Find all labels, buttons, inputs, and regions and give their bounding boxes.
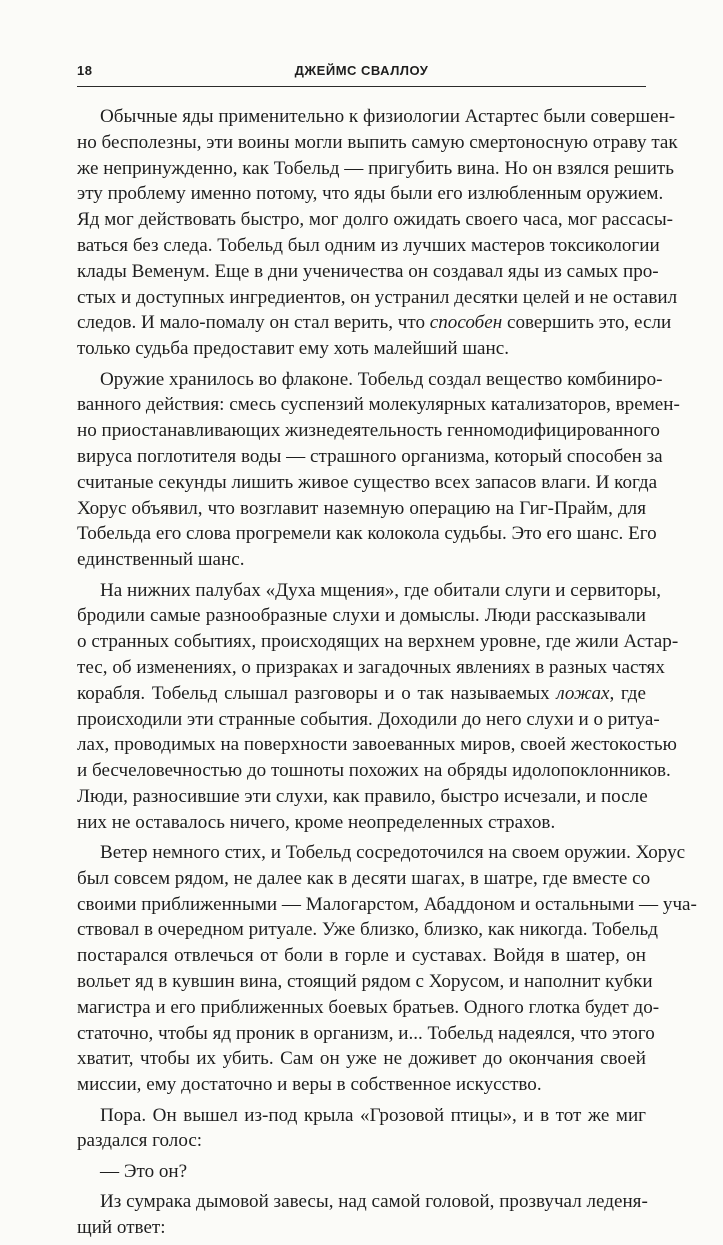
- text-line: ствовал в очередном ритуале. Уже близко, близко, как никогда. Тобельд: [77, 919, 658, 941]
- text-line: — Это он?: [100, 1160, 188, 1182]
- text-line: но бесполезны, эти воины могли выпить самую смертоносную отраву так: [77, 131, 678, 153]
- text-line: считаные секунды лишить живое существо всех запасов влаги. И когда: [77, 471, 658, 493]
- text-segment: , где: [609, 682, 646, 704]
- text-line: был совсем рядом, не далее как в десяти шагах, в шатре, где вместе со: [77, 867, 651, 889]
- text-line: происходили эти странные события. Доходили до него слухи и о ритуа-: [77, 708, 660, 730]
- text-line: эту проблему именно потому, что яды были его излюбленным оружием.: [77, 183, 664, 205]
- text-line: постарался отвлечься от боли в горле и суставах. Войдя в шатер, он: [77, 945, 646, 967]
- text-line: них не оставалось ничего, кроме неопределенных страхов.: [77, 811, 556, 833]
- text-line: тес, об изменениях, о призраках и загадочных явлениях в разных частях: [77, 656, 665, 678]
- text-line: [77, 681, 646, 707]
- text-line: вируса поглотителя воды — страшного организма, который способен за: [77, 445, 663, 467]
- text-line: но приостанавливающих жизнедеятельность генномодифицированного: [77, 420, 660, 442]
- text-line: [77, 310, 672, 336]
- text-line: Оружие хранилось во флаконе. Тобельд создал вещество комбиниро-: [100, 368, 663, 390]
- text-line: раздался голос:: [77, 1130, 203, 1152]
- text-line: Хорус объявил, что возглавит наземную операцию на Гиг-Прайм, для: [77, 497, 646, 519]
- text-line: ваться без следа. Тобельд был одним из лучших мастеров токсикологии: [77, 234, 660, 256]
- text-line: о странных событиях, происходящих на верхнем уровне, где жили Астар-: [77, 631, 679, 653]
- text-line: и бесчеловечностью до тошноты похожих на обряды идолопоклонников.: [77, 760, 671, 782]
- text-line: хватит, чтобы их убить. Сам он уже не доживет до окончания своей: [77, 1048, 646, 1070]
- text-line: Яд мог действовать быстро, мог долго ожидать своего часа, мог рассасы-: [77, 209, 674, 231]
- paragraph: [77, 104, 678, 362]
- text-segment: совершить это, если: [502, 312, 672, 334]
- paragraph: [77, 1103, 646, 1155]
- text-line: единственный шанс.: [77, 549, 245, 571]
- text-line: бродили самые разнообразные слухи и домыслы. Люди рассказывали: [77, 605, 646, 627]
- body-text: [77, 104, 697, 1245]
- text-line: статочно, чтобы яд проник в организм, и... Тобельд надеялся, что этого: [77, 1022, 655, 1044]
- text-line: миссии, ему достаточно и веры в собственное искусство.: [77, 1074, 542, 1096]
- italic-word: ложах: [556, 682, 610, 704]
- running-header: [77, 60, 646, 87]
- text-line: вольет яд в кувшин вина, стоящий рядом с Хорусом, и наполнит кубки: [77, 971, 653, 993]
- paragraph: [77, 840, 697, 1098]
- paragraph: [77, 1189, 646, 1241]
- text-line: лах, проводимых на поверхности завоеванных миров, своей жестокостью: [77, 734, 677, 756]
- text-segment: следов. И мало-помалу он стал верить, что: [77, 312, 430, 334]
- text-line: Пора. Он вышел из-под крыла «Грозовой птицы», и в тот же миг: [100, 1104, 646, 1126]
- text-line: магистра и его приближенных боевых братьев. Одного глотка будет до-: [77, 996, 660, 1018]
- text-line: Из сумрака дымовой завесы, над самой головой, прозвучал леденя-: [100, 1191, 648, 1213]
- text-line: стых и доступных ингредиентов, он устранил десятки целей и не оставил: [77, 286, 678, 308]
- running-title: ДЖЕЙМС СВАЛЛОУ: [294, 63, 429, 78]
- text-line: Тобельда его слова прогремели как колокола судьбы. Это его шанс. Его: [77, 523, 657, 545]
- italic-word: способен: [429, 312, 503, 334]
- page-number: 18: [77, 63, 93, 78]
- text-line: Ветер немного стих, и Тобельд сосредоточился на своем оружии. Хорус: [100, 842, 686, 864]
- text-line: ванного действия: смесь суспензий молекулярных катализаторов, времен-: [77, 394, 680, 416]
- text-line: клады Веменум. Еще в дни ученичества он создавал яды из самых про-: [77, 260, 659, 282]
- text-line: На нижних палубах «Духа мщения», где обитали слуги и сервиторы,: [100, 579, 662, 601]
- paragraph: [77, 578, 679, 836]
- text-line: Обычные яды применительно к физиологии Астартес были совершен-: [100, 106, 676, 127]
- text-line: своими приближенными — Малогарстом, Абаддоном и остальными — уча-: [77, 893, 697, 915]
- text-line: щий ответ:: [77, 1217, 166, 1239]
- text-line: только судьба предоставит ему хоть малейший шанс.: [77, 338, 509, 360]
- text-segment: корабля. Тобельд слышал разговоры и о так называемых: [77, 682, 557, 704]
- text-line: Люди, разносившие эти слухи, как правило, быстро исчезали, и после: [77, 785, 648, 807]
- paragraph: [77, 367, 680, 573]
- text-line: же непринужденно, как Тобельд — пригубить вина. Но он взялся решить: [77, 157, 674, 179]
- dialogue-line: [77, 1159, 646, 1185]
